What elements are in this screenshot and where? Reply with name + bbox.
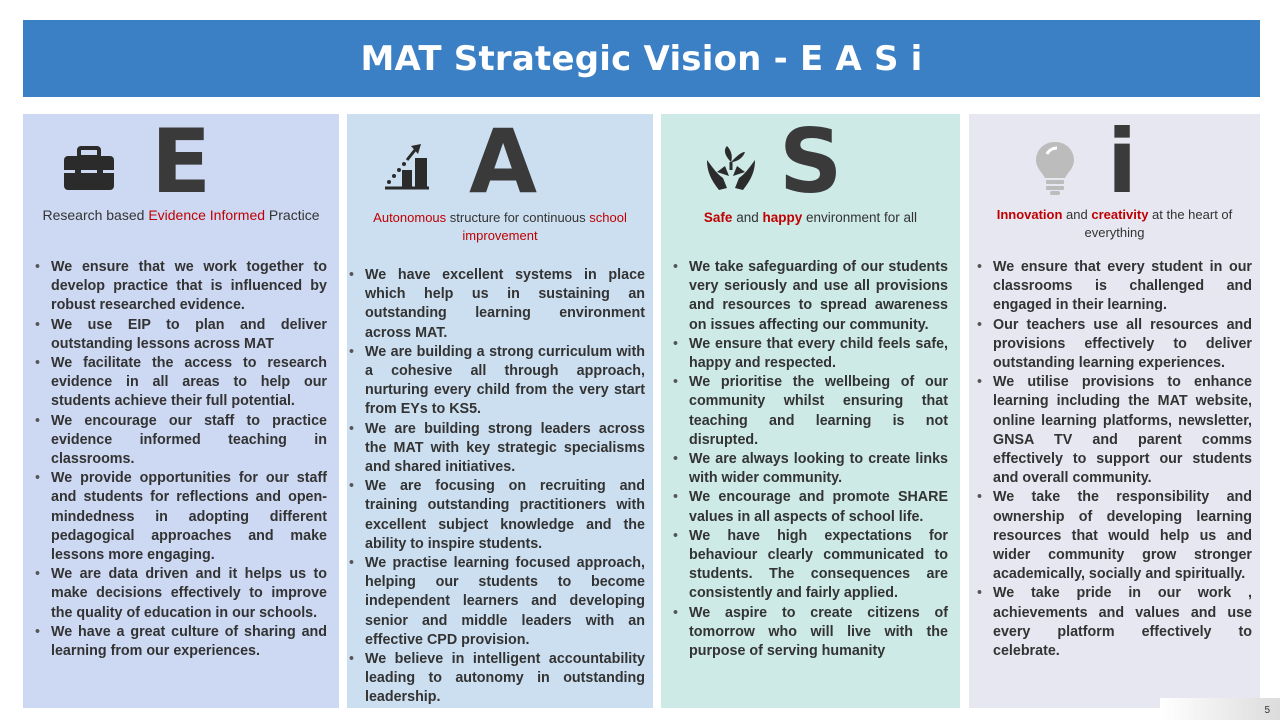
column-tagline: Autonomous structure for continuous school improvement	[373, 210, 627, 243]
list-item: • Our teachers use all resources and provisions effectively to deliver outstanding learning experiences.	[977, 316, 1252, 374]
list-item: • We have high expectations for behaviour clearly communicated to students. The consequences are consistently and fairly applied.	[673, 527, 948, 604]
hands-plant-icon	[703, 138, 759, 194]
corner-decoration	[1160, 698, 1280, 720]
list-item: • We prioritise the wellbeing of our community whilst ensuring that teaching and learning is not disrupted.	[673, 373, 948, 450]
list-item: • We are always looking to create links with wider community.	[673, 450, 948, 488]
column-tagline: Innovation and creativity at the heart of everything	[996, 207, 1233, 240]
page-title: MAT Strategic Vision - E A S i	[360, 38, 923, 79]
list-item: • We utilise provisions to enhance learning including the MAT website, online learning platforms, newsletter, GNSA TV and parent comms effectively to support our students and overall community.	[977, 373, 1252, 488]
bullet-list	[673, 258, 948, 661]
list-item: • We have excellent systems in place which help us in sustaining an outstanding learning environment across MAT.	[349, 266, 645, 343]
list-item: • We are building a strong curriculum with a cohesive all through approach, nurturing every child from the very start from EYs to KS5.	[349, 343, 645, 420]
list-item: • We are data driven and it helps us to make decisions effectively to improve the quality of education in our schools.	[35, 565, 327, 623]
list-item: • We encourage and promote SHARE values in all aspects of school life.	[673, 488, 948, 526]
list-item: • We aspire to create citizens of tomorrow who will live with the purpose of serving humanity	[673, 604, 948, 662]
toolbox-icon	[61, 146, 117, 192]
column-innovation	[969, 110, 1260, 708]
column-letter: S	[779, 110, 843, 213]
column-letter: E	[151, 110, 212, 213]
list-item: • We have a great culture of sharing and learning from our experiences.	[35, 623, 327, 661]
column-tagline: Research based Evidence Informed Practice	[42, 207, 320, 223]
list-item: • We take pride in our work , achievements and values and use every platform effectively to celebrate.	[977, 584, 1252, 661]
bullet-list	[35, 258, 327, 661]
list-item: • We take safeguarding of our students very seriously and use all provisions and resources to spread awareness on issues affecting our community.	[673, 258, 948, 335]
column-letter: i	[1107, 110, 1138, 213]
bullet-list	[349, 266, 645, 708]
list-item: • We believe in intelligent accountability leading to autonomy in outstanding leadership.	[349, 650, 645, 708]
list-item: • We are focusing on recruiting and training outstanding practitioners with excellent subject knowledge and the ability to inspire students.	[349, 477, 645, 554]
bullet-list	[977, 258, 1252, 661]
list-item: • We encourage our staff to practice evidence informed teaching in classrooms.	[35, 412, 327, 470]
column-autonomous	[347, 110, 653, 708]
list-item: • We provide opportunities for our staff and students for reflections and open-mindedness in adopting different pedagogical approaches and make lessons more engaging.	[35, 469, 327, 565]
lightbulb-icon	[1033, 140, 1077, 196]
column-header	[23, 110, 339, 214]
list-item: • We facilitate the access to research evidence in all areas to help our students achieve their full potential.	[35, 354, 327, 412]
list-item: • We take the responsibility and ownership of developing learning resources that would help us and wider community grow stronger academically, socially and spiritually.	[977, 488, 1252, 584]
column-evidence	[23, 110, 339, 708]
list-item: • We ensure that every student in our classrooms is challenged and engaged in their learning.	[977, 258, 1252, 316]
list-item: • We are building strong leaders across the MAT with key strategic specialisms and shared initiatives.	[349, 420, 645, 478]
title-banner	[23, 20, 1260, 97]
list-item: • We practise learning focused approach, helping our students to become independent learners and developing senior and middle leaders with an effective CPD provision.	[349, 554, 645, 650]
column-tagline: Safe and happy environment for all	[703, 210, 918, 225]
list-item: • We ensure that we work together to develop practice that is influenced by robust researched evidence.	[35, 258, 327, 316]
list-item: • We use EIP to plan and deliver outstanding lessons across MAT	[35, 316, 327, 354]
column-header	[347, 110, 653, 214]
growth-chart-icon	[381, 140, 435, 192]
column-safe	[661, 110, 960, 708]
list-item: • We ensure that every child feels safe, happy and respected.	[673, 335, 948, 373]
column-header	[969, 110, 1260, 214]
column-header	[661, 110, 960, 214]
column-letter: A	[469, 110, 538, 213]
page-number: 5	[1264, 705, 1270, 716]
